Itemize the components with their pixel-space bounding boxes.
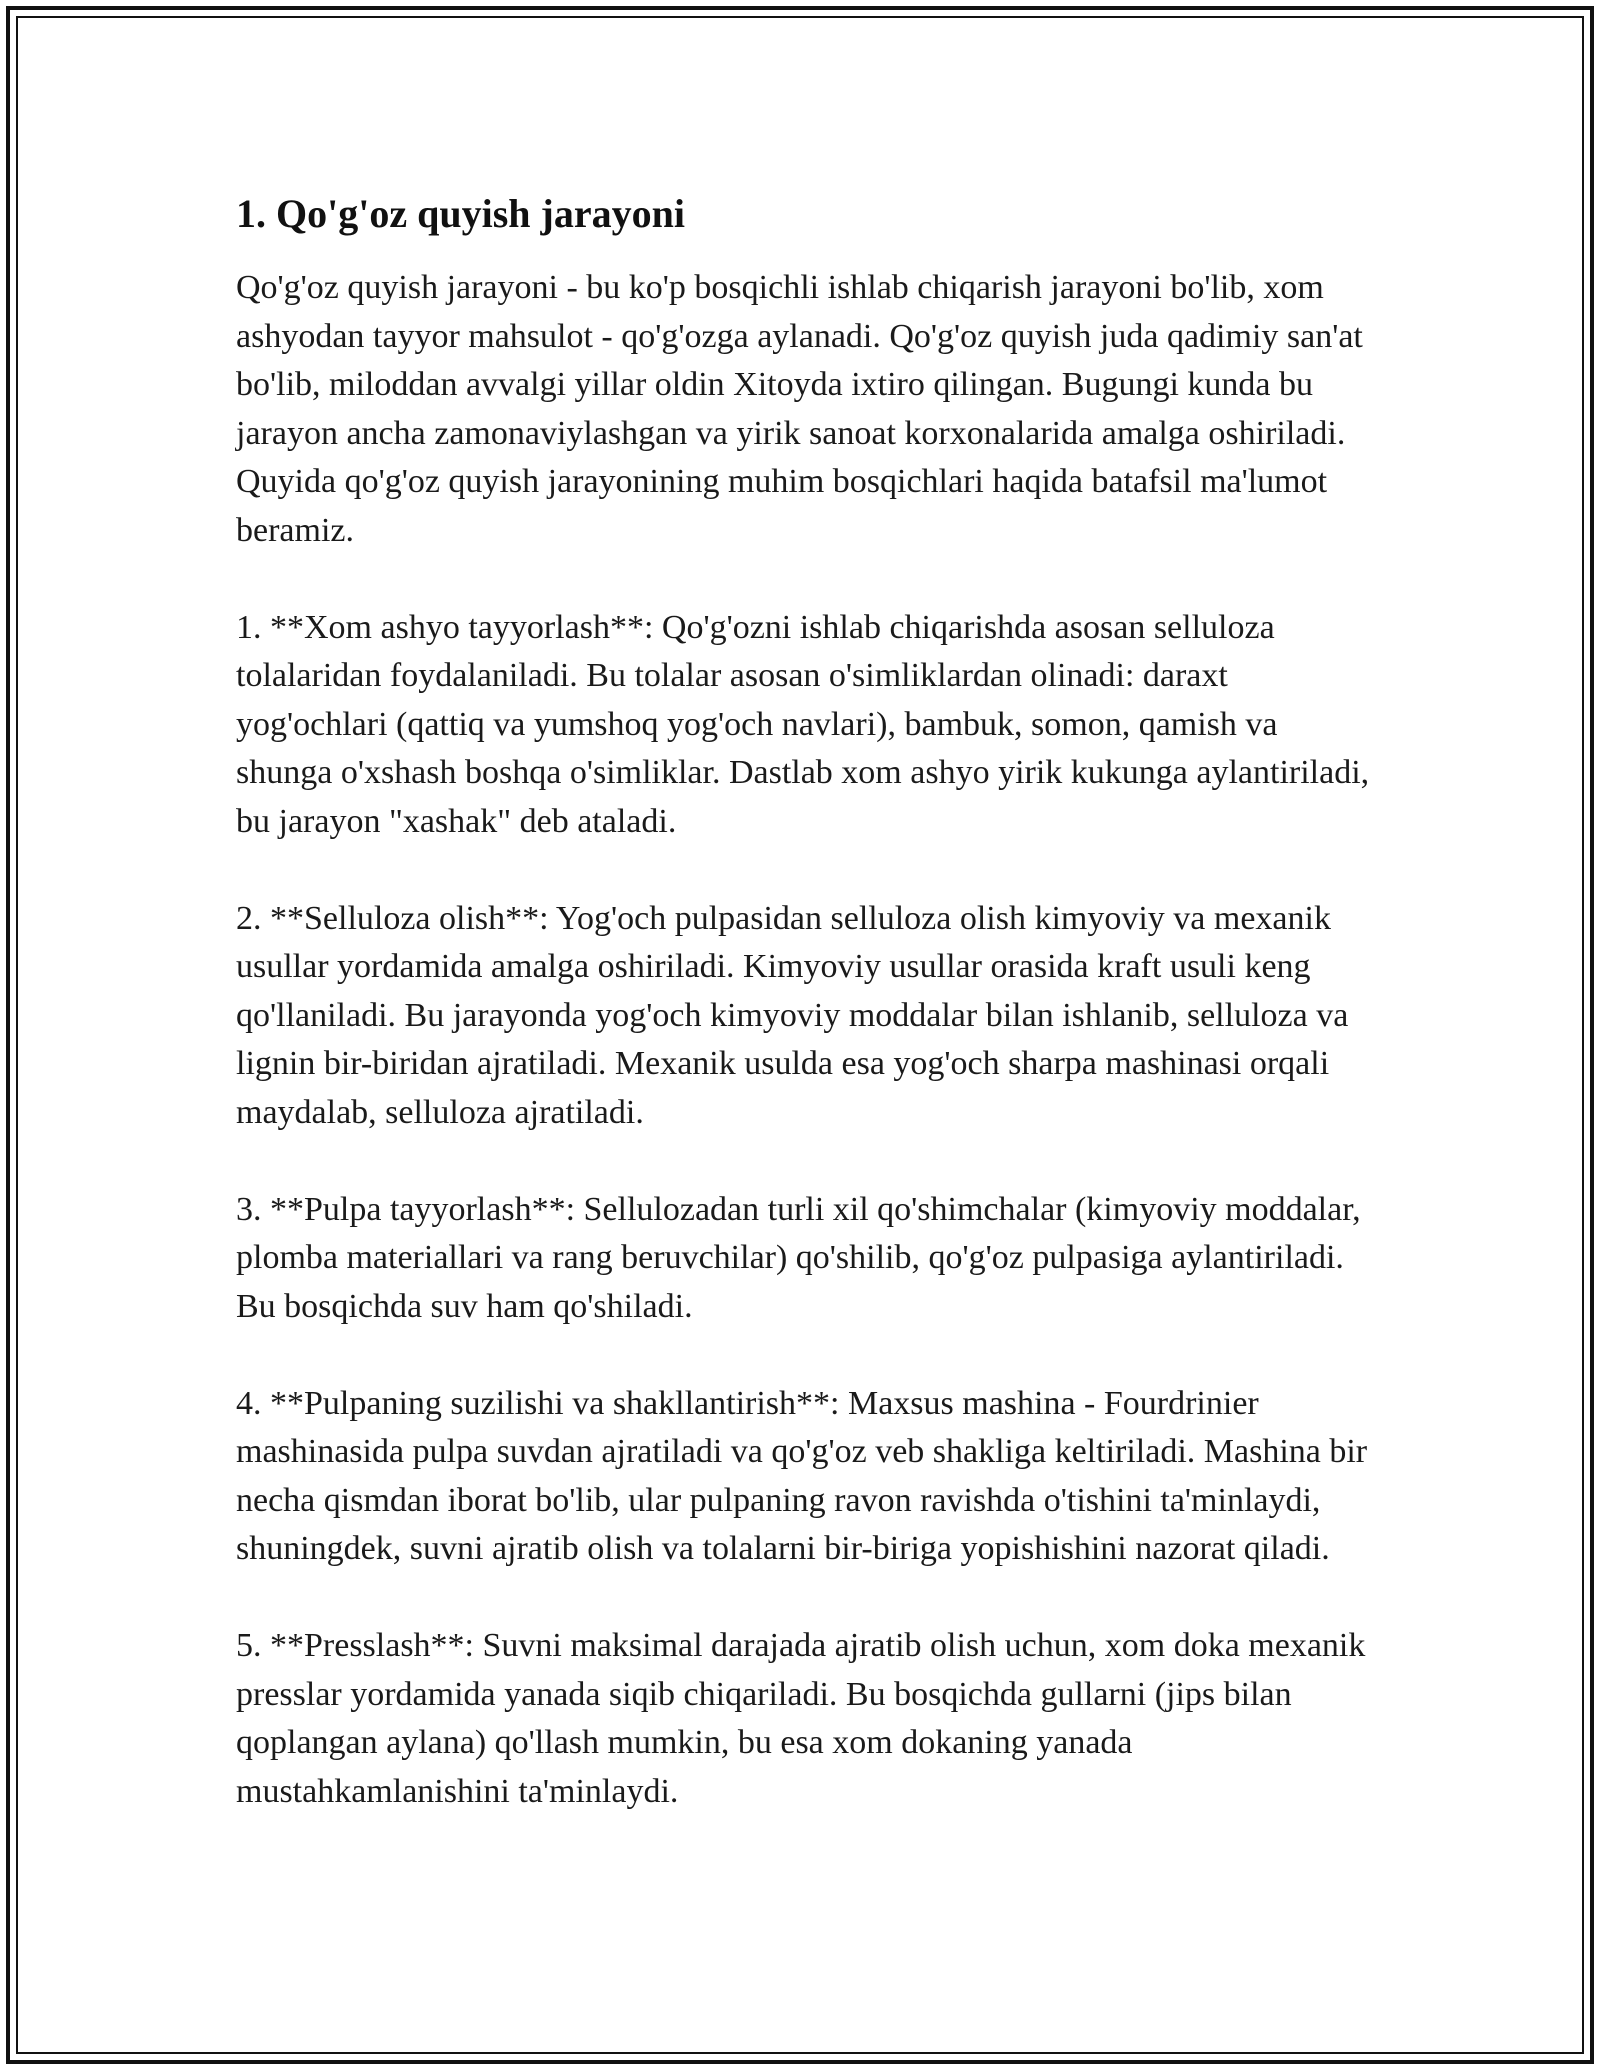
step-4-paragraph: 4. **Pulpaning suzilishi va shakllantirish**: Maxsus mashina - Fourdrinier mashinasida pulpa suvdan ajratiladi va qo'g'oz veb shakliga keltiriladi. Mashina bir necha qismdan iborat bo'lib, ular pulpaning ravon ravishda o'tishini ta'minlaydi, shuningdek, suvni ajratib olish va tolalarni bir-biriga yopishishini nazorat qiladi. [236,1384,1368,1567]
document-body [236,186,1376,1865]
document-title: 1. Qo'g'oz quyish jarayoni [236,191,685,236]
intro-paragraph: Qo'g'oz quyish jarayoni - bu ko'p bosqichli ishlab chiqarish jarayoni bo'lib, xom ashyodan tayyor mahsulot - qo'g'ozga aylanadi. Qo'g'oz quyish juda qadimiy san'at bo'lib, miloddan avvalgi yillar oldin Xitoyda ixtiro qilingan. Bugungi kunda bu jarayon ancha zamonaviylashgan va yirik sanoat korxonalarida amalga oshiriladi. Quyida qo'g'oz quyish jarayonining muhim bosqichlari haqida batafsil ma'lumot beramiz. [236,269,1363,549]
step-3-paragraph: 3. **Pulpa tayyorlash**: Sellulozadan turli xil qo'shimchalar (kimyoviy moddalar, plomba materiallari va rang beruvchilar) qo'shilib, qo'g'oz pulpasiga aylantiriladi. Bu bosqichda suv ham qo'shiladi. [236,1190,1361,1325]
step-1-paragraph: 1. **Xom ashyo tayyorlash**: Qo'g'ozni ishlab chiqarishda asosan selluloza tolalaridan foydalaniladi. Bu tolalar asosan o'simliklardan olinadi: daraxt yog'ochlari (qattiq va yumshoq yog'och navlari), bambuk, somon, qamish va shunga o'xshash boshqa o'simliklar. Dastlab xom ashyo yirik kukunga aylantiriladi, bu jarayon "xashak" deb ataladi. [236,608,1370,840]
step-5-paragraph: 5. **Presslash**: Suvni maksimal darajada ajratib olish uchun, xom doka mexanik presslar yordamida yanada siqib chiqariladi. Bu bosqichda gullarni (jips bilan qoplangan aylana) qo'llash mumkin, bu esa xom dokaning yanada mustahkamlanishini ta'minlaydi. [236,1627,1366,1810]
step-2-paragraph: 2. **Selluloza olish**: Yog'och pulpasidan selluloza olish kimyoviy va mexanik usullar yordamida amalga oshiriladi. Kimyoviy usullar orasida kraft usuli keng qo'llaniladi. Bu jarayonda yog'och kimyoviy moddalar bilan ishlanib, selluloza va lignin bir-biridan ajratiladi. Mexanik usulda esa yog'och sharpa mashinasi orqali maydalab, selluloza ajratiladi. [236,899,1349,1131]
